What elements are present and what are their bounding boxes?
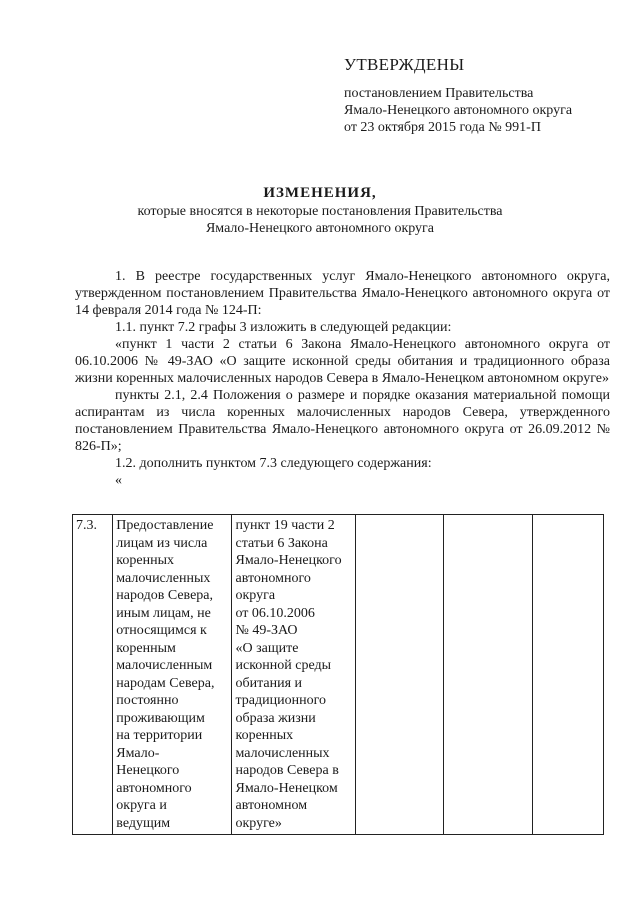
title-subline: Ямало-Ненецкого автономного округа [205, 221, 435, 236]
cell-line: проживающим [116, 710, 205, 726]
service-name-cell [113, 515, 232, 835]
cell-line: относящимся к [116, 623, 207, 638]
cell-line: Ямало-Ненецком [235, 780, 338, 796]
approval-line: Ямало-Ненецкого автономного округа [344, 103, 573, 118]
title-subline: которые вносятся в некоторые постановления Правительства [137, 204, 503, 219]
cell-line: округе» [235, 815, 282, 831]
cell-line: коренных [235, 728, 294, 743]
cell-line: исконной среды [235, 658, 332, 673]
cell-line: коренных [116, 553, 174, 568]
cell-line: Предоставление [116, 518, 214, 533]
cell-line: ведущим [116, 815, 171, 831]
paragraph-1: 1. В реестре государственных услуг Ямало-Ненецкого автономного округа, утвержденном постановлением Правительства Ямало-Ненецкого автономного округа от 14 февраля 2014 года № 124-П: [75, 269, 610, 318]
cell-line: Ямало- [116, 745, 160, 761]
quote-open-mark: « [115, 473, 122, 488]
cell-line: «О защите [235, 640, 299, 656]
registry-table [72, 514, 604, 835]
cell-line: автономного [235, 570, 311, 586]
paragraph-1-1: 1.1. пункт 7.2 графы 3 изложить в следующей редакции: [115, 320, 452, 335]
approval-stamp [344, 55, 572, 136]
cell-line: автономном [235, 798, 308, 813]
cell-line: малочисленных [235, 745, 330, 761]
cell-line: обитания и [235, 675, 303, 691]
cell-line: народов Севера, [116, 588, 214, 603]
cell-line: постоянно [116, 693, 179, 708]
empty-cell [532, 515, 603, 835]
table-row [73, 515, 604, 835]
legal-basis-cell [232, 515, 355, 835]
paragraph-points: пункты 2.1, 2.4 Положения о размере и порядке оказания материальной помощи аспирантам из числа коренных малочисленных народов Севера, утвержденного постановлением Правительства Ямало-Ненецкого автономного округа от 26.09.2012 № 826-П»; [75, 388, 610, 454]
approval-line: от 23 октября 2015 года № 991-П [344, 120, 541, 135]
cell-line: на территории [116, 728, 203, 743]
cell-line: иным лицам, не [116, 605, 211, 621]
cell-line: малочисленным [116, 658, 213, 673]
cell-line: Ненецкого [116, 763, 180, 778]
cell-line: коренным [116, 640, 176, 656]
document-body [75, 268, 610, 489]
cell-line: пункт 19 части 2 [235, 518, 335, 533]
cell-line: статьи 6 Закона [235, 535, 328, 551]
cell-line: № 49-ЗАО [235, 623, 298, 638]
cell-line: образа жизни [235, 710, 316, 726]
paragraph-1-2: 1.2. дополнить пунктом 7.3 следующего содержания: [115, 456, 432, 471]
cell-line: от 06.10.2006 [235, 605, 315, 621]
cell-line: лицам из числа [116, 535, 208, 551]
document-title [0, 184, 640, 237]
cell-line: автономного [116, 780, 192, 796]
cell-line: традиционного [235, 693, 326, 708]
cell-line: округа [235, 588, 276, 603]
approval-heading: УТВЕРЖДЕНЫ [344, 55, 465, 74]
title-main: ИЗМЕНЕНИЯ, [263, 185, 377, 201]
empty-cell [444, 515, 532, 835]
row-number-cell: 7.3. [73, 515, 113, 835]
cell-line: Ямало-Ненецкого [235, 553, 342, 568]
cell-line: народам Севера, [116, 675, 215, 691]
cell-line: округа и [116, 798, 167, 813]
empty-cell [355, 515, 443, 835]
paragraph-quote: «пункт 1 части 2 статьи 6 Закона Ямало-Ненецкого автономного округа от 06.10.2006 № 49-ЗАО «О защите исконной среды обитания и традиционного образа жизни коренных малочисленных народов Севера в Ямало-Ненецком автономном округе» [75, 337, 610, 386]
cell-line: малочисленных [116, 570, 211, 586]
approval-line: постановлением Правительства [344, 86, 534, 101]
cell-line: народов Севера в [235, 763, 339, 778]
